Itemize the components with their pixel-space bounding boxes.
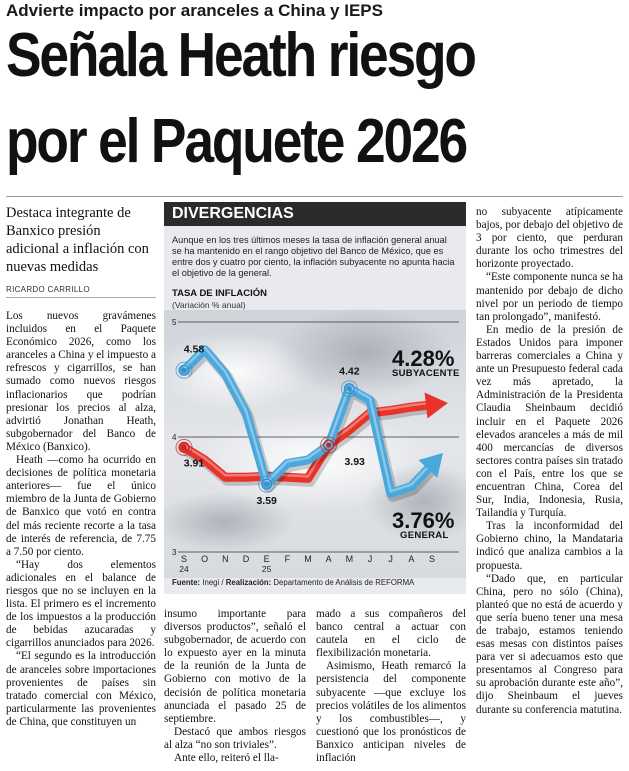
y-tick-label: 3	[172, 548, 177, 557]
x-tick-label: D	[242, 554, 250, 564]
chart-title: TASA DE INFLACIÓN	[172, 288, 267, 299]
paragraph: “El segundo es la introducción de aranceles sobre importaciones provenientes de países sin tratado comercial con México, particularmente las provenientes de China, que constituyen un	[6, 650, 156, 728]
x-tick-label: M	[304, 554, 312, 564]
x-tick-label: F	[284, 554, 291, 564]
data-point	[264, 482, 269, 487]
paragraph: “Hay dos elementos adicionales en el balance de riesgos que no se incluyen en la lista. El primero es el incremento de los impuestos a la producción de bebidas azucaradas y cigarrillos anunciados para 2026.	[6, 558, 156, 650]
paragraph: Tras la inconformidad del Gobierno chino, la Mandataria indicó que analiza cambios a la propuesta.	[476, 520, 623, 572]
x-tick-label: N	[222, 554, 229, 564]
column-4	[476, 206, 623, 717]
year-label: 25	[261, 564, 272, 574]
column-2	[164, 608, 306, 765]
data-label: 4.58	[183, 343, 205, 356]
subyacente-label: SUBYACENTE	[392, 368, 460, 379]
source-label: Fuente:	[172, 578, 201, 587]
column-3	[316, 608, 466, 765]
source-value: Inegi	[202, 578, 220, 587]
year-label: 24	[179, 564, 189, 574]
realizacion-label: Realización:	[225, 578, 272, 587]
data-point	[326, 443, 331, 448]
data-point	[182, 368, 187, 373]
y-tick-label: 5	[172, 318, 177, 327]
paragraph: “Dado que, en particular China, pero no sólo (China), planteó que no está de acuerdo y que sería bueno tener una mesa de trabajo, estamos teniendo esas mesas con distintos países para ver si adecuamos esto que presentamos al Congreso para su aprobación durante este año”, dijo Sheinbaum el jueves durante su conferencia matutina.	[476, 572, 623, 716]
headline-rule	[6, 196, 623, 197]
x-tick-label: S	[428, 554, 436, 564]
paragraph: En medio de la presión de Estados Unidos para imponer barreras comerciales a China y ante un Presupuesto federal cada vez más apretado, la Administración de la Presidenta Claudia Sheinbaum decidió incluir en el Paquete 2026 elevados aranceles a más de mil 400 mercancías de diversos sectores contra países sin tratado con el País, entre los que se encuentran China, Corea del Sur, India, Indonesia, Rusia, Tailandia y Turquía.	[476, 323, 623, 520]
headline-line-2: por el Paquete 2026	[6, 107, 466, 176]
data-label: 3.93	[344, 456, 365, 469]
subyacente-value: 4.28%	[392, 346, 455, 371]
x-tick-label: M	[345, 554, 354, 564]
infographic-title: DIVERGENCIAS	[164, 202, 466, 226]
deck: Destaca integrante de Banxico presión adicional a inflación con nuevas medidas	[6, 205, 149, 275]
data-label: 3.59	[256, 495, 277, 508]
paragraph: “Este componente nunca se ha mantenido por debajo de dicho nivel por un periodo de tiempo tan prolongado”, manifestó.	[476, 271, 623, 323]
x-tick-label: S	[180, 554, 188, 564]
paragraph: Ante ello, reiteró el lla-	[174, 752, 279, 765]
realizacion-value: Departamento de Análisis de REFORMA	[273, 578, 415, 587]
x-tick-label: J	[388, 554, 393, 564]
x-tick-label: E	[263, 554, 270, 564]
x-tick-label: A	[408, 554, 415, 564]
chart-subtitle: (Variación % anual)	[172, 300, 246, 310]
byline: RICARDO CARRILLO	[6, 285, 156, 298]
data-point	[182, 445, 187, 450]
x-tick-label: O	[201, 554, 209, 564]
chart-source: Fuente: Inegi / Realización: Departamento de Análisis de REFORMA	[172, 578, 415, 587]
x-tick-label: A	[325, 554, 332, 564]
y-tick-label: 4	[172, 433, 177, 442]
infographic	[164, 202, 466, 594]
paragraph: no subyacente atípicamente bajos, por debajo del objetivo de 3 por ciento, que perduran durante los ocho trimestres del horizonte proyectado.	[476, 206, 623, 271]
infographic-description: Aunque en los tres últimos meses la tasa de inflación general anual se ha mantenido en el rango objetivo del Banco de México, que es entre dos y cuatro por ciento, la inflación subyacente no apunta hacia el objetivo de la general.	[172, 235, 455, 278]
paragraph: Los nuevos gravámenes incluidos en el Paquete Económico 2026, como los aranceles a China y el impuesto a refrescos y cigarrillos, se han sumado como nuevos riesgos inflacionarios que podrían presionar los precios al alza, advirtió Jonathan Heath, subgobernador del Banco de México (Banxico).	[6, 310, 156, 453]
data-point	[347, 386, 352, 391]
general-value: 3.76%	[392, 508, 455, 533]
column-1	[6, 310, 156, 729]
headline-line-1: Señala Heath riesgo	[6, 21, 475, 90]
x-tick-label: J	[367, 554, 373, 564]
data-label: 3.91	[183, 457, 205, 470]
paragraph: mado a sus compañeros del banco central a actuar con cautela en el ciclo de flexibilización monetaria.	[316, 608, 466, 660]
paragraph: Heath —como ha ocurrido en decisiones de política monetaria anteriores— fue el único miembro de la Junta de Gobierno de Banxico que votó en contra del más reciente recorte a la tasa de interés de referencia, de 7.75 a 7.50 por ciento.	[6, 454, 156, 558]
data-label: 4.42	[339, 365, 360, 378]
paragraph: Asimismo, Heath remarcó la persistencia del componente subyacente —que excluye los precios volátiles de los alimentos y los combustibles—, y cuestionó que los pronósticos de Banxico anticipan niveles de inflación	[316, 660, 466, 765]
kicker: Advierte impacto por aranceles a China y IEPS	[6, 1, 383, 20]
paragraph: Destacó que ambos riesgos al alza “no son triviales”.	[164, 725, 306, 751]
general-label: GENERAL	[400, 530, 449, 541]
paragraph: insumo importante para diversos productos”, señaló el subgobernador, de acuerdo con lo expuesto ayer en la minuta de la reunión de la Junta de Gobierno con motivo de la decisión de política monetaria anunciada el pasado 25 de septiembre.	[164, 608, 306, 725]
